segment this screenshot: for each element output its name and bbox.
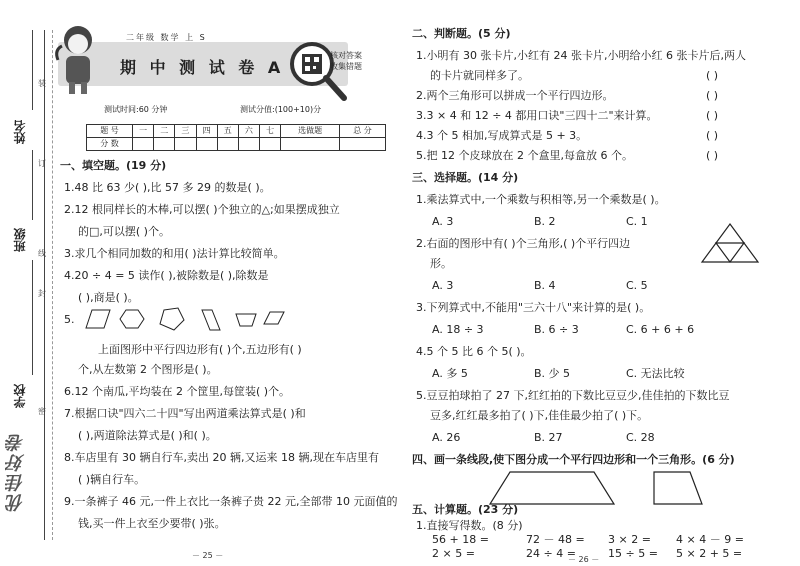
right-trapezoid-figure xyxy=(654,472,702,504)
seal-char-2: 订 xyxy=(38,159,46,168)
parallelogram-small-shape xyxy=(264,312,284,324)
question-2b: 的□,可以摆( )个。 xyxy=(78,225,170,238)
question-3: 3.求几个相同加数的和用( )法计算比较简单。 xyxy=(64,247,285,260)
page-number-left: － 25 － xyxy=(192,551,224,560)
test-score: 测试分值:(100+10)分 xyxy=(240,105,322,114)
brand-logo: 优佳好卷 xyxy=(6,432,27,512)
page-number-right: － 26 － xyxy=(568,555,600,564)
score-table-header-row xyxy=(87,125,386,138)
question-8a: 8.车店里有 30 辆自行车,卖出 20 辆,又运来 18 辆,现在车店里有 xyxy=(64,451,379,464)
exam-title: 期 中 测 试 卷 A xyxy=(120,58,285,77)
parallelogram-tall-shape xyxy=(202,310,220,330)
cell: 四 xyxy=(196,125,217,138)
trapezoid-shape xyxy=(236,314,256,326)
test-time: 测试时间:60 分钟 xyxy=(104,105,168,114)
choice-3-c[interactable]: C. 6 + 6 + 6 xyxy=(626,323,695,336)
choice-3-b[interactable]: B. 6 ÷ 3 xyxy=(534,323,579,336)
parallelogram-shape xyxy=(86,310,110,328)
question-9b: 钱,买一件上衣至少要带( )张。 xyxy=(78,517,226,530)
score-cell[interactable] xyxy=(196,138,217,151)
pentagon-shape xyxy=(160,308,184,330)
score-cell[interactable] xyxy=(175,138,196,151)
name-line xyxy=(32,30,33,110)
cell: 选做题 xyxy=(281,125,340,138)
cell: 六 xyxy=(238,125,259,138)
section-5-title: 五、计算题。(23 分) xyxy=(412,503,519,516)
choice-4: 4.5 个 5 比 6 个 5( )。 xyxy=(416,345,532,358)
choice-2-c[interactable]: C. 5 xyxy=(626,279,648,292)
question-5: 5. xyxy=(64,313,75,326)
judge-3-answer[interactable]: ( ) xyxy=(706,109,719,122)
section-2-title: 二、判断题。(5 分) xyxy=(412,27,511,40)
judge-3: 3.3 × 4 和 12 ÷ 4 都用口诀"三四十二"来计算。 xyxy=(416,109,658,122)
score-cell[interactable] xyxy=(281,138,340,151)
calc-item: 2 × 5 = xyxy=(432,547,475,560)
judge-1b: 的卡片就同样多了。 xyxy=(430,69,529,82)
shapes-row xyxy=(78,306,278,332)
triangle-figure xyxy=(700,222,760,264)
seal-dash-line xyxy=(52,30,53,540)
cell: 题 号 xyxy=(87,125,133,138)
cell: 分 数 xyxy=(87,138,133,151)
hexagon-shape xyxy=(120,310,144,328)
score-cell[interactable] xyxy=(238,138,259,151)
choice-5b: 豆多,红红最多拍了( )下,佳佳最少拍了( )下。 xyxy=(430,409,649,422)
cell: 一 xyxy=(132,125,153,138)
question-1: 1.48 比 63 少( ),比 57 多 29 的数是( )。 xyxy=(64,181,271,194)
cell: 五 xyxy=(217,125,238,138)
seal-char-5: 密 xyxy=(38,407,46,416)
margin-line xyxy=(44,30,45,540)
question-2a: 2.12 根同样长的木棒,可以摆( )个独立的△;如果摆成独立 xyxy=(64,203,340,216)
school-label: 学校 xyxy=(13,384,27,408)
section-1-title: 一、填空题。(19 分) xyxy=(60,159,167,172)
seal-char-1: 装 xyxy=(38,79,46,88)
choice-1-c[interactable]: C. 1 xyxy=(626,215,648,228)
name-label: 姓名 xyxy=(13,120,27,144)
choice-2-a[interactable]: A. 3 xyxy=(432,279,454,292)
judge-5-answer[interactable]: ( ) xyxy=(706,149,719,162)
question-9a: 9.一条裤子 46 元,一件上衣比一条裤子贵 22 元,全部带 10 元面值的 xyxy=(64,495,398,508)
score-cell[interactable] xyxy=(260,138,281,151)
qr-text-2: 收集错题 xyxy=(330,62,362,71)
choice-3-a[interactable]: A. 18 ÷ 3 xyxy=(432,323,484,336)
calc-title: 1.直接写得数。(8 分) xyxy=(416,519,523,532)
question-6: 6.12 个南瓜,平均装在 2 个筐里,每筐装( )个。 xyxy=(64,385,291,398)
judge-2: 2.两个三角形可以拼成一个平行四边形。 xyxy=(416,89,614,102)
section-4-title: 四、画一条线段,使下图分成一个平行四边形和一个三角形。(6 分) xyxy=(412,453,735,466)
score-cell[interactable] xyxy=(217,138,238,151)
score-table xyxy=(86,124,386,151)
question-4a: 4.20 ÷ 4 = 5 读作( ),被除数是( ),除数是 xyxy=(64,269,269,282)
calc-item: 3 × 2 = xyxy=(608,533,651,546)
judge-1a: 1.小明有 30 张卡片,小红有 24 张卡片,小明给小红 6 张卡片后,两人 xyxy=(416,49,746,62)
choice-3: 3.下列算式中,不能用"三六十八"来计算的是( )。 xyxy=(416,301,651,314)
choice-5a: 5.豆豆拍球拍了 27 下,红红拍的下数比豆豆少,佳佳拍的下数比豆 xyxy=(416,389,730,402)
cell: 总 分 xyxy=(340,125,386,138)
score-table-score-row xyxy=(87,138,386,151)
question-7a: 7.根据口诀"四六二十四"写出两道乘法算式是( )和 xyxy=(64,407,306,420)
calc-item: 56 + 18 = xyxy=(432,533,489,546)
choice-5-b[interactable]: B. 27 xyxy=(534,431,563,444)
choice-4-c[interactable]: C. 无法比较 xyxy=(626,367,685,380)
class-label: 班级 xyxy=(13,228,27,252)
trapezoid-figure xyxy=(490,472,614,504)
choice-2b: 形。 xyxy=(430,257,452,270)
judge-1-answer[interactable]: ( ) xyxy=(706,69,719,82)
grade-label: 二年级 数学 上 S xyxy=(126,33,207,42)
calc-item: 24 ÷ 4 = xyxy=(526,547,576,560)
section-3-title: 三、选择题。(14 分) xyxy=(412,171,519,184)
calc-item: 15 ÷ 5 = xyxy=(608,547,658,560)
choice-2a: 2.右面的图形中有( )个三角形,( )个平行四边 xyxy=(416,237,631,250)
question-5b: 上面图形中平行四边形有( )个,五边形有( ) xyxy=(98,343,302,356)
school-line xyxy=(32,260,33,375)
choice-5-c[interactable]: C. 28 xyxy=(626,431,655,444)
choice-2-b[interactable]: B. 4 xyxy=(534,279,556,292)
cell: 二 xyxy=(154,125,175,138)
qr-text-1: 核对答案 xyxy=(330,51,362,60)
question-5c: 个,从左数第 2 个图形是( )。 xyxy=(78,363,218,376)
choice-1-a[interactable]: A. 3 xyxy=(432,215,454,228)
judge-2-answer[interactable]: ( ) xyxy=(706,89,719,102)
drawing-figures xyxy=(490,470,720,506)
question-8b: ( )辆自行车。 xyxy=(78,473,146,486)
calc-item: 4 × 4 － 9 = xyxy=(676,533,744,546)
score-cell[interactable] xyxy=(132,138,153,151)
choice-4-a[interactable]: A. 多 5 xyxy=(432,367,468,380)
choice-4-b[interactable]: B. 少 5 xyxy=(534,367,571,380)
cell: 三 xyxy=(175,125,196,138)
score-cell[interactable] xyxy=(154,138,175,151)
cell: 七 xyxy=(260,125,281,138)
question-4b: ( ),商是( )。 xyxy=(78,291,139,304)
judge-4-answer[interactable]: ( ) xyxy=(706,129,719,142)
judge-5: 5.把 12 个皮球放在 2 个盒里,每盒放 6 个。 xyxy=(416,149,633,162)
seal-char-3: 线 xyxy=(38,249,46,258)
class-line xyxy=(32,150,33,220)
calc-item: 72 － 48 = xyxy=(526,533,585,546)
girl-cartoon xyxy=(54,20,104,100)
calc-item: 5 × 2 + 5 = xyxy=(676,547,743,560)
choice-5-a[interactable]: A. 26 xyxy=(432,431,461,444)
judge-4: 4.3 个 5 相加,写成算式是 5 + 3。 xyxy=(416,129,588,142)
question-7b: ( ),两道除法算式是( )和( )。 xyxy=(78,429,217,442)
seal-char-4: 封 xyxy=(38,289,46,298)
choice-1-b[interactable]: B. 2 xyxy=(534,215,556,228)
score-cell[interactable] xyxy=(340,138,386,151)
choice-1: 1.乘法算式中,一个乘数与积相等,另一个乘数是( )。 xyxy=(416,193,666,206)
